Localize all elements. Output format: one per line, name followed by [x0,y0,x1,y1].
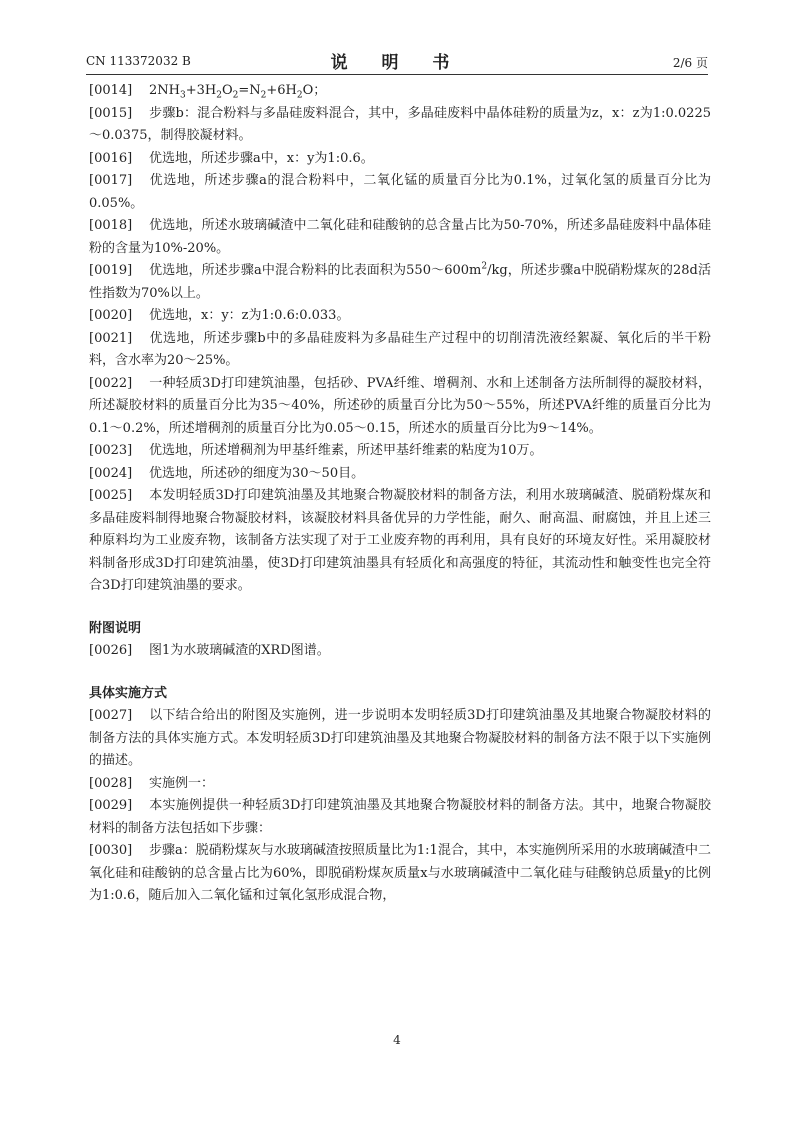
paragraph-text: 优选地，所述增稠剂为甲基纤维素，所述甲基纤维素的粘度为10万。 [149,443,543,458]
paragraph-0030 [89,840,711,908]
paragraph-0019 [89,260,711,305]
section-gap [89,598,711,618]
formula-subscript: 2 [216,90,222,101]
document-title: 说 明 书 [330,53,464,73]
paragraph-text: 以下结合给出的附图及实施例，进一步说明本发明轻质3D打印建筑油墨及其地聚合物凝胶材料的制备方法的具体实施方式。本发明轻质3D打印建筑油墨及其地聚合物凝胶材料的制备方法不限于以下实施例的描述。 [89,708,711,768]
formula-part: O [221,83,233,98]
paragraph-0029 [89,795,711,840]
formula-part: 2NH [149,83,180,98]
page-header [86,48,708,72]
paragraph-text: 步骤b：混合粉料与多晶硅废料混合，其中，多晶硅废料中晶体硅粉的质量为z，x：z为1:0.0225～0.0375，制得胶凝材料。 [89,105,711,143]
paragraph-text: 优选地，x：y：z为1:0.6:0.033。 [149,308,350,323]
paragraph-0025 [89,485,711,598]
paragraph-number: [0024] [89,465,133,481]
formula-part: +3H [185,83,217,98]
paragraph-0027 [89,705,711,773]
paragraph-text: /kg，所述步骤a中脱硝粉煤灰的28d活性指数为70%以上。 [89,263,711,301]
formula-subscript: 3 [179,90,186,101]
section-heading-embodiments: 具体实施方式 [89,685,168,701]
paragraph-number: [0030] [89,843,133,858]
paragraph-text: 优选地，所述步骤a中混合粉料的比表面积为550～600m [149,263,482,278]
unit-superscript: 2 [481,261,488,272]
paragraph-0020 [89,305,711,328]
paragraph-number: [0026] [89,643,133,658]
paragraph-number: [0016] [89,150,133,166]
formula-part: +6H [266,83,297,98]
paragraph-0022 [89,373,711,441]
formula-subscript: 2 [296,90,303,101]
section-heading-figures: 附图说明 [89,620,142,636]
paragraph-number: [0023] [89,443,133,458]
paragraph-text: 实施例一： [149,775,215,791]
paragraph-number: [0014] [89,83,133,98]
formula-part: =N [238,83,261,98]
paragraph-text: 本发明轻质3D打印建筑油墨及其地聚合物凝胶材料的制备方法，利用水玻璃碱渣、脱硝粉煤灰和多晶硅废料制得地聚合物凝胶材料，该凝胶材料具备优异的力学性能，耐久、耐高温、耐腐蚀，并且上述三种原料均为工业废弃物，该制备方法实现了对于工业废弃物的再利用，具有良好的环境友好性。采用凝胶材料制备形成3D打印建筑油墨，使3D打印建筑油墨具有轻质化和高强度的特征，其流动性和触变性也完全符合3D打印建筑油墨的要求。 [89,488,711,593]
paragraph-text: 优选地，所述水玻璃碱渣中二氧化硅和硅酸钠的总含量占比为50-70%，所述多晶硅废料中晶体硅粉的含量为10%-20%。 [89,218,711,256]
paragraph-text: 优选地，所述砂的细度为30～50目。 [149,465,365,481]
formula-subscript: 2 [260,90,267,101]
paragraph-number: [0021] [89,330,133,346]
paragraph-0023 [89,440,711,463]
paragraph-text: 本实施例提供一种轻质3D打印建筑油墨及其地聚合物凝胶材料的制备方法。其中，地聚合物凝胶材料的制备方法包括如下步骤： [89,798,711,836]
paragraph-text: 图1为水玻璃碱渣的XRD图谱。 [149,643,330,658]
paragraph-number: [0015] [89,105,133,121]
paragraph-text: 优选地，所述步骤a的混合粉料中，二氧化锰的质量百分比为0.1%，过氧化氢的质量百分比为0.05%。 [89,173,711,211]
paragraph-number: [0020] [89,308,133,323]
paragraph-0015 [89,103,711,148]
paragraph-number: [0017] [89,173,133,188]
formula-subscript: 2 [232,90,239,101]
paragraph-0016 [89,148,711,171]
paragraph-number: [0022] [89,375,133,391]
page-number: 4 [393,1033,401,1047]
section-gap [89,663,711,683]
paragraph-text: 优选地，所述步骤a中，x：y为1:0.6。 [149,150,374,166]
paragraph-number: [0019] [89,263,133,278]
document-body [89,80,711,908]
paragraph-number: [0027] [89,708,133,723]
page-indicator: 2/6 页 [672,56,708,70]
patent-number: CN 113372032 B [86,54,191,68]
paragraph-text: 步骤a：脱硝粉煤灰与水玻璃碱渣按照质量比为1:1混合，其中，本实施例所采用的水玻璃碱渣中二氧化硅和硅酸钠的总含量占比为60%，即脱硝粉煤灰质量x与水玻璃碱渣中二氧化硅与硅酸钠总质量y的比例为1:0.6，随后加入二氧化锰和过氧化氢形成混合物， [89,843,711,903]
paragraph-text: 优选地，所述步骤b中的多晶硅废料为多晶硅生产过程中的切削清洗液经絮凝、氧化后的半干粉料，含水率为20～25%。 [89,330,711,368]
paragraph-number: [0028] [89,775,133,791]
paragraph-0028 [89,773,711,796]
paragraph-number: [0018] [89,218,133,233]
paragraph-0014 [89,80,711,103]
paragraph-0018 [89,215,711,260]
paragraph-0021 [89,328,711,373]
paragraph-number: [0029] [89,798,133,813]
paragraph-0026 [89,640,711,663]
paragraph-text: 一种轻质3D打印建筑油墨，包括砂、PVA纤维、增稠剂、水和上述制备方法所制得的凝胶材料，所述凝胶材料的质量百分比为35～40%，所述砂的质量百分比为50～55%，所述PVA纤维的质量百分比为0.1～0.2%，所述增稠剂的质量百分比为0.05～0.15，所述水的质量百分比为9～14%。 [89,375,711,436]
paragraph-0017 [89,170,711,215]
formula-part: O； [302,83,327,98]
paragraph-0024 [89,463,711,486]
paragraph-number: [0025] [89,488,133,503]
header-divider [86,74,708,75]
